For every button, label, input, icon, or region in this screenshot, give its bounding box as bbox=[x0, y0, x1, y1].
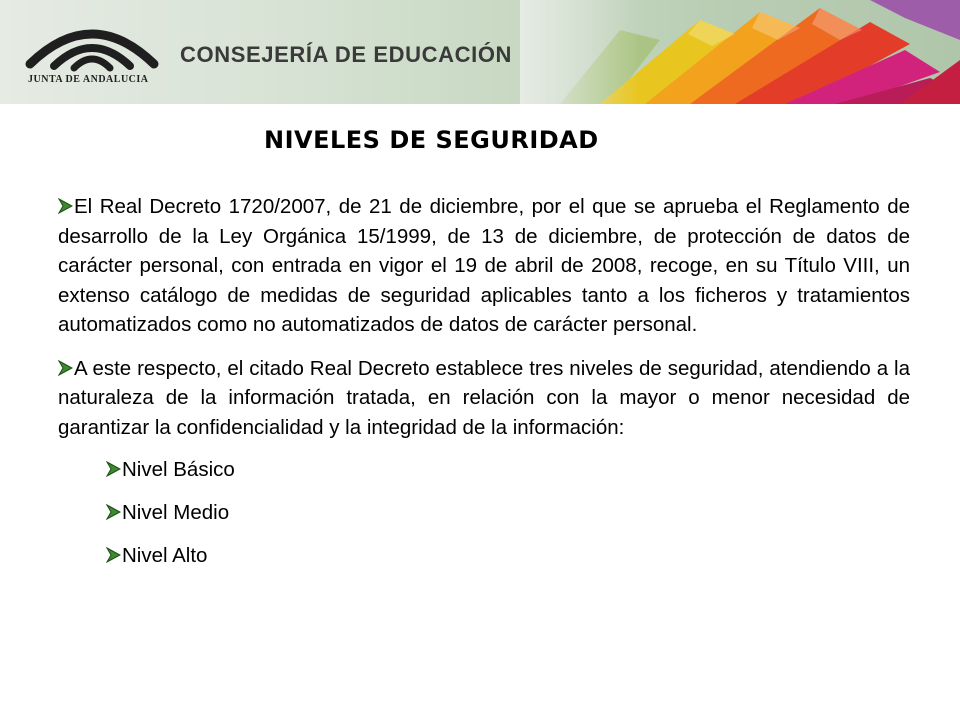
arrow-bullet-icon bbox=[106, 547, 121, 563]
page-title: NIVELES DE SEGURIDAD bbox=[264, 126, 599, 154]
paragraph-real-decreto bbox=[58, 192, 910, 340]
arrow-bullet-icon bbox=[58, 360, 73, 376]
slide-body bbox=[58, 192, 910, 585]
list-item-nivel-basico bbox=[106, 456, 910, 484]
paragraph-text: El Real Decreto 1720/2007, de 21 de diciembre, por el que se aprueba el Reglamento de desarrollo de la Ley Orgánica 15/1999, de 13 de diciembre, de protección de datos de carácter personal, con entrada en vigor el 19 de abril de 2008, recoge, en su Título VIII, un extenso catálogo de medidas de seguridad aplicables tanto a los ficheros y tratamientos automatizados como no automatizados de datos de carácter personal. bbox=[58, 195, 910, 336]
level-label: Nivel Medio bbox=[122, 501, 230, 524]
arrow-bullet-icon bbox=[58, 198, 73, 214]
paragraph-niveles bbox=[58, 354, 910, 443]
junta-andalucia-logo bbox=[22, 14, 162, 74]
paragraph-text: A este respecto, el citado Real Decreto establece tres niveles de seguridad, atendiendo a la naturaleza de la información tratada, en relación con la mayor o menor necesidad de garantizar la confidencialidad y la integridad de la información: bbox=[58, 356, 910, 439]
arrow-bullet-icon bbox=[106, 461, 121, 477]
level-label: Nivel Alto bbox=[122, 544, 208, 567]
logo-text: JUNTA DE ANDALUCIA bbox=[28, 74, 149, 85]
level-label: Nivel Básico bbox=[122, 458, 235, 481]
header-organization: CONSEJERÍA DE EDUCACIÓN bbox=[180, 42, 513, 67]
header-banner bbox=[0, 0, 960, 104]
arrow-bullet-icon bbox=[106, 504, 121, 520]
list-item-nivel-alto bbox=[106, 542, 910, 570]
list-item-nivel-medio bbox=[106, 499, 910, 527]
